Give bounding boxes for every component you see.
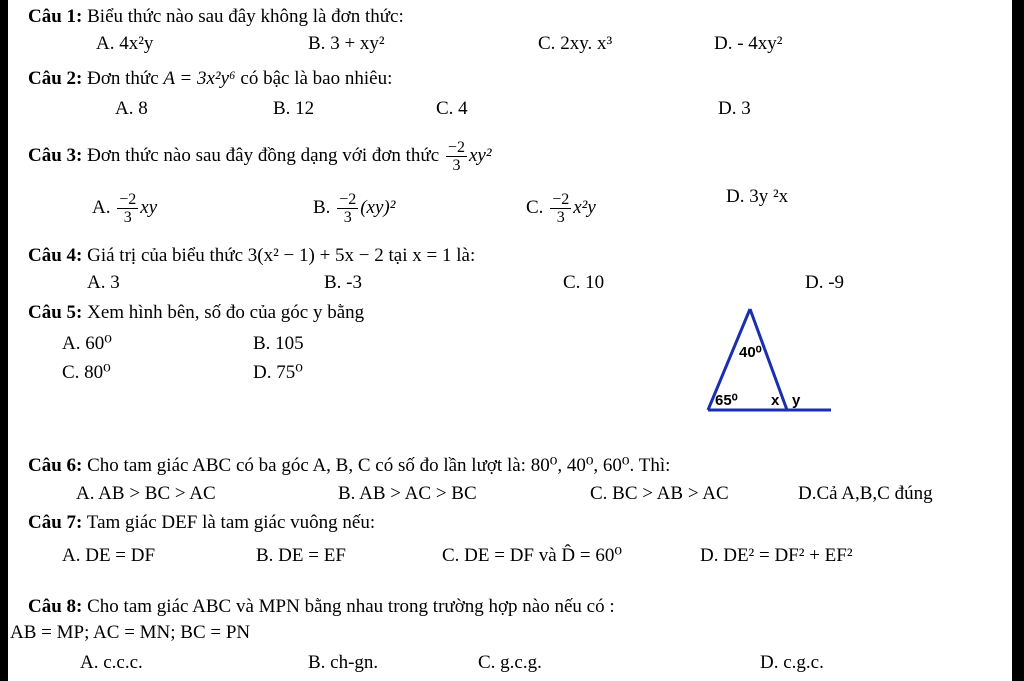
q8-option-a: A. c.c.c. (80, 652, 143, 673)
q2-option-d: D. 3 (718, 98, 751, 119)
q2-formula: A = 3x²y⁶ (163, 68, 236, 89)
q2-option-b: B. 12 (273, 98, 315, 119)
q8-label: Câu 8: (28, 596, 83, 617)
q7-option-d: D. DE² = DF² + EF² (700, 545, 853, 566)
q6-option-d: D.Cả A,B,C đúng (798, 483, 933, 504)
fig-angle-left-label: 65⁰ (715, 392, 738, 409)
q2-option-a: A. 8 (115, 98, 148, 119)
q3-option-a: A. $\frac{-2}{3}$ xy (92, 191, 158, 227)
q3-stem-fraction: $\frac{-2}{3}$ (447, 139, 465, 175)
q1-option-d: D. - 4xy² (714, 33, 783, 54)
q5-stem: Câu 5: Xem hình bên, số đo của góc y bằng (28, 302, 365, 323)
q6-option-a: A. AB > BC > AC (76, 483, 216, 504)
q3-stem: Câu 3: Đơn thức nào sau đây đồng dạng với đơn thức $\frac{-2}{3}$ xy² (28, 139, 492, 175)
q8-stem: Câu 8: Cho tam giác ABC và MPN bằng nhau trong trường hợp nào nếu có : (28, 596, 615, 617)
q7-label: Câu 7: (28, 512, 83, 533)
q1-option-a: A. 4x²y (96, 33, 154, 54)
q3-label: Câu 3: (28, 145, 83, 166)
fig-angle-x-label: x (771, 392, 780, 409)
q4-option-c: C. 10 (563, 272, 605, 293)
q8-option-d: D. c.g.c. (760, 652, 824, 673)
q5-option-d: D. 75⁰ (253, 362, 303, 383)
q7-option-c: C. DE = DF và D̂ = 60⁰ (442, 545, 622, 566)
fig-angle-top-label: 40⁰ (739, 344, 762, 361)
q7-stem: Câu 7: Tam giác DEF là tam giác vuông nếu: (28, 512, 376, 533)
q5-triangle-figure (703, 305, 833, 417)
q1-stem (28, 6, 404, 28)
q6-label: Câu 6: (28, 455, 83, 476)
q7-option-a: A. DE = DF (62, 545, 156, 566)
q4-option-b: B. -3 (324, 272, 362, 293)
q6-stem: Câu 6: Cho tam giác ABC có ba góc A, B, C có số đo lần lượt là: 80⁰, 40⁰, 60⁰. Thì: (28, 455, 671, 476)
q3-option-c: C. $\frac{-2}{3}$ x²y (526, 191, 596, 227)
q2-option-c: C. 4 (436, 98, 468, 119)
q5-option-b: B. 105 (253, 333, 304, 354)
q3-option-b: B. $\frac{-2}{3}$ (xy)² (313, 191, 396, 227)
q7-option-b: B. DE = EF (256, 545, 346, 566)
fig-angle-y-label: y (792, 392, 801, 409)
q4-stem: Câu 4: Giá trị của biểu thức 3(x² − 1) + 5x − 2 tại x = 1 là: (28, 245, 476, 266)
q5-option-c: C. 80⁰ (62, 362, 111, 383)
q3-option-d: D. 3y ²x (726, 186, 789, 207)
q5-option-a: A. 60⁰ (62, 333, 112, 354)
q2-stem: Câu 2: Đơn thức A = 3x²y⁶ có bậc là bao nhiêu: (28, 68, 393, 89)
q8-option-b: B. ch-gn. (308, 652, 379, 673)
q2-label: Câu 2: (28, 68, 83, 89)
worksheet-page (8, 0, 1012, 681)
q1-text: Biểu thức nào sau đây không là đơn thức: (87, 6, 404, 27)
q8-option-c: C. g.c.g. (478, 652, 542, 673)
q8-condition: AB = MP; AC = MN; BC = PN (10, 622, 251, 643)
q1-option-c: C. 2xy. x³ (538, 33, 613, 54)
q6-option-b: B. AB > AC > BC (338, 483, 477, 504)
q5-label: Câu 5: (28, 302, 83, 323)
q1-option-b: B. 3 + xy² (308, 33, 385, 54)
q6-option-c: C. BC > AB > AC (590, 483, 729, 504)
q4-option-a: A. 3 (87, 272, 120, 293)
q4-option-d: D. -9 (805, 272, 845, 293)
q4-label: Câu 4: (28, 245, 83, 266)
q1-label: Câu 1: (28, 6, 83, 27)
